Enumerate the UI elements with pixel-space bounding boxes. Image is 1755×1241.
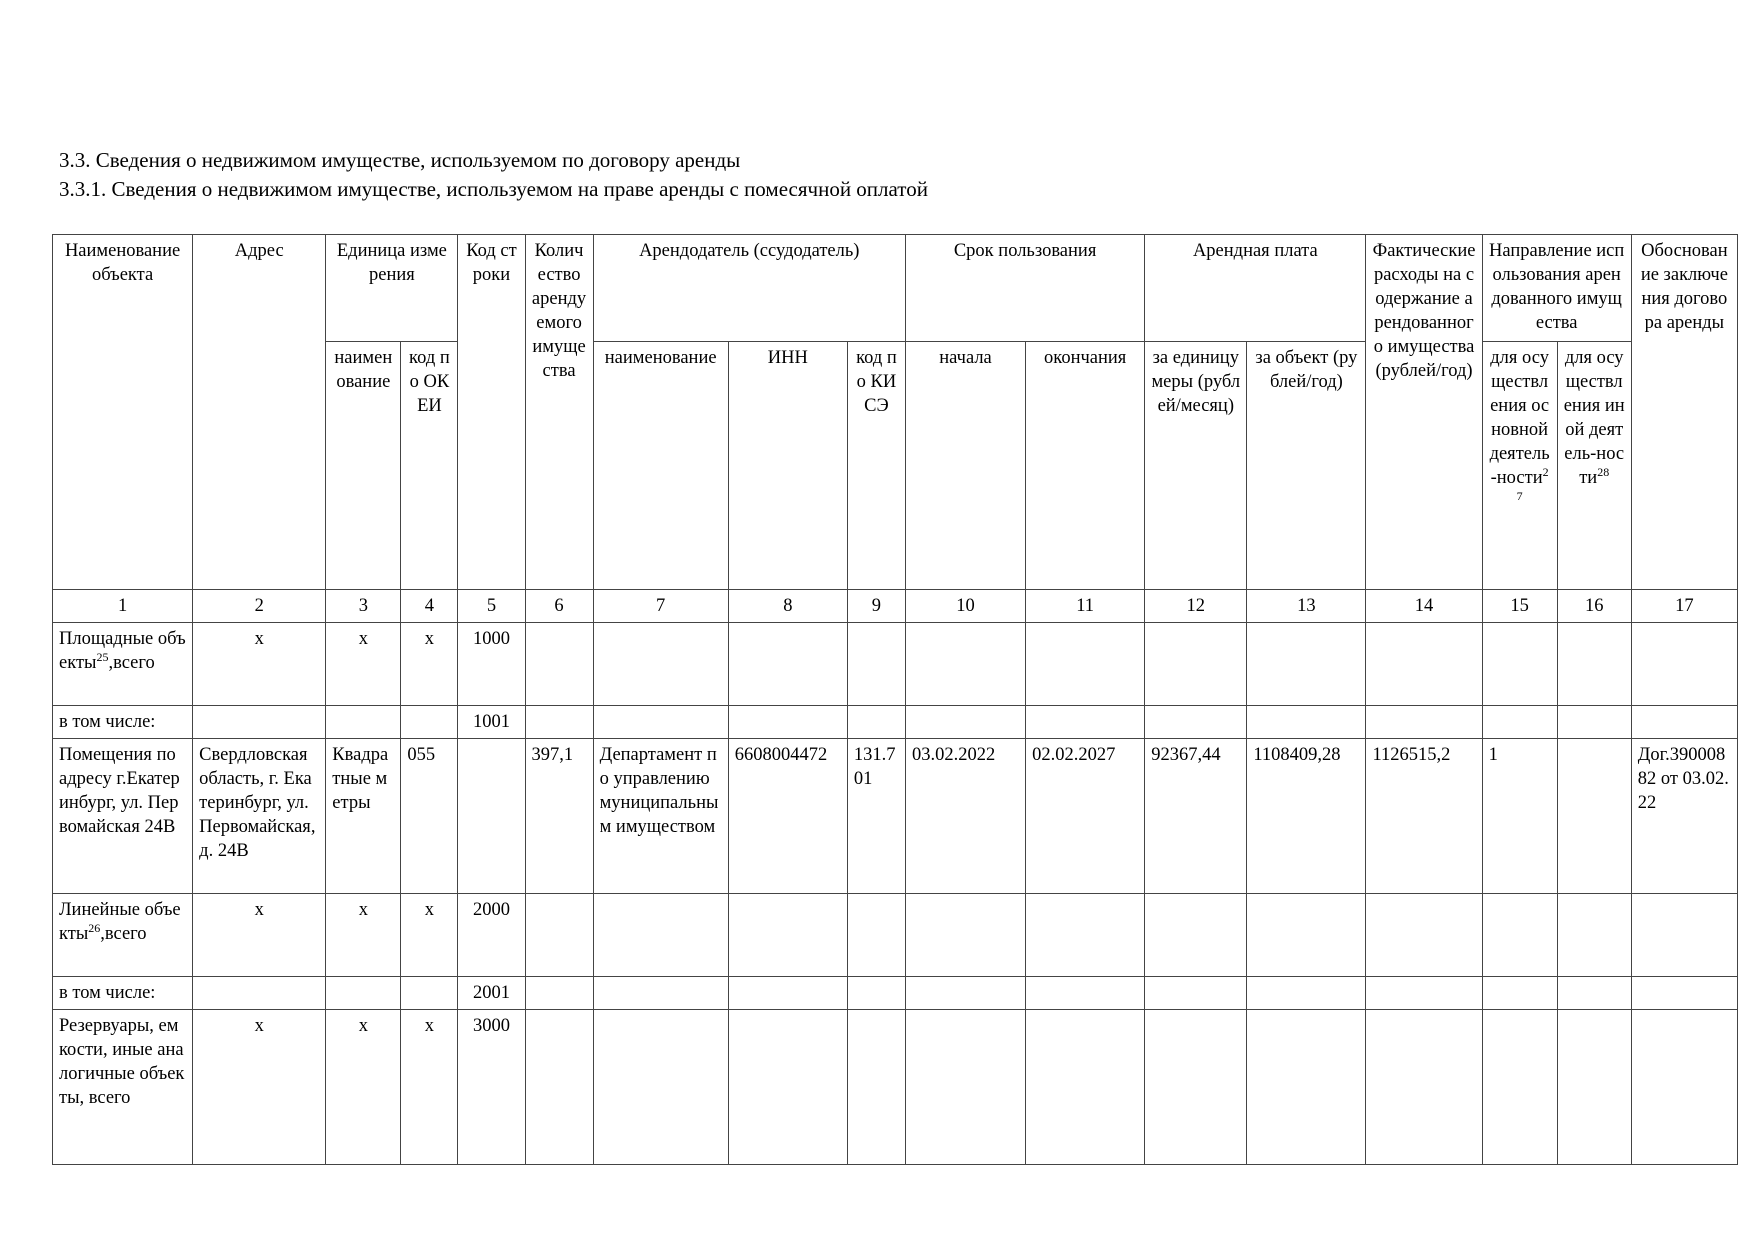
- col-number: 14: [1366, 590, 1482, 623]
- cell-line-code: [458, 739, 525, 894]
- footnote-25: 25: [96, 649, 109, 664]
- header-direction-main: [1482, 342, 1557, 590]
- col-number: 16: [1557, 590, 1631, 623]
- header-basis: Обоснование заключения договора аренды: [1631, 235, 1737, 590]
- cell-line-code: 1000: [458, 623, 525, 706]
- cell-empty: [593, 623, 728, 706]
- cell-empty: [1482, 977, 1557, 1010]
- cell-empty: [1482, 1010, 1557, 1165]
- cell-empty: [1482, 894, 1557, 977]
- col-number: 3: [326, 590, 401, 623]
- cell-unit-name: х: [326, 894, 401, 977]
- cell-address: х: [193, 1010, 326, 1165]
- col-number: 2: [193, 590, 326, 623]
- cell-address: Свердловская область, г. Екатеринбург, ул. Первомайская, д. 24В: [193, 739, 326, 894]
- cell-empty: [1026, 706, 1145, 739]
- cell-empty: [1557, 623, 1631, 706]
- col-number: 5: [458, 590, 525, 623]
- cell-empty: [1366, 977, 1482, 1010]
- col-number: 11: [1026, 590, 1145, 623]
- cell-empty: [1145, 1010, 1247, 1165]
- cell-empty: [525, 706, 593, 739]
- col-number: 12: [1145, 590, 1247, 623]
- cell-actual-costs: 1126515,2: [1366, 739, 1482, 894]
- heading-section-3-3: 3.3. Сведения о недвижимом имуществе, используемом по договору аренды: [59, 148, 741, 172]
- cell-line-code: 2001: [458, 977, 525, 1010]
- col-number: 15: [1482, 590, 1557, 623]
- cell-empty: [1631, 1010, 1737, 1165]
- cell-name: Резервуары, емкости, иные аналогичные объекты, всего: [53, 1010, 193, 1165]
- cell-unit-name: Квадратные метры: [326, 739, 401, 894]
- cell-empty: [1247, 623, 1366, 706]
- cell-empty: [905, 623, 1025, 706]
- cell-empty: [593, 894, 728, 977]
- cell-empty: [1631, 623, 1737, 706]
- header-lessor-kise: код по КИСЭ: [847, 342, 905, 590]
- cell-empty: [847, 706, 905, 739]
- cell-name: Помещения по адресу г.Екатеринбург, ул. Первомайская 24В: [53, 739, 193, 894]
- cell-empty: [1482, 706, 1557, 739]
- cell-kise: 131.701: [847, 739, 905, 894]
- header-address: Адрес: [193, 235, 326, 590]
- header-term-start: начала: [905, 342, 1025, 590]
- cell-empty: [593, 977, 728, 1010]
- cell-okei: 055: [401, 739, 458, 894]
- cell-empty: [1366, 894, 1482, 977]
- cell-empty: [1247, 1010, 1366, 1165]
- cell-empty: [905, 894, 1025, 977]
- header-direction-main-text: для осуществления основной деятель-ности: [1489, 348, 1550, 488]
- header-direction-other: [1557, 342, 1631, 590]
- cell-empty: [1631, 977, 1737, 1010]
- cell-empty: [401, 706, 458, 739]
- cell-empty: [847, 977, 905, 1010]
- cell-name: в том числе:: [53, 706, 193, 739]
- cell-empty: [905, 1010, 1025, 1165]
- cell-empty: [1026, 894, 1145, 977]
- table-row-area-objects: [53, 623, 1738, 706]
- header-direction-other-text: для осуществления иной деятель-ности: [1563, 348, 1625, 488]
- cell-address: х: [193, 623, 326, 706]
- lease-property-table: [52, 234, 1738, 1165]
- cell-empty: [1631, 894, 1737, 977]
- cell-unit-name: х: [326, 1010, 401, 1165]
- header-quantity: Количество арендуемого имущества: [525, 235, 593, 590]
- cell-name: [53, 623, 193, 706]
- cell-empty: [728, 894, 847, 977]
- row-name-tail: ,всего: [108, 653, 155, 673]
- header-unit-name: наименование: [326, 342, 401, 590]
- cell-basis: Дог.39000882 от 03.02.22: [1631, 739, 1737, 894]
- header-rent-object: за объект (рублей/год): [1247, 342, 1366, 590]
- cell-empty: [1557, 1010, 1631, 1165]
- footnote-26: 26: [88, 920, 101, 935]
- cell-unit-name: х: [326, 623, 401, 706]
- footnote-27: 27: [1516, 464, 1549, 503]
- cell-empty: [1366, 706, 1482, 739]
- header-rent-unit: за единицу меры (рублей/месяц): [1145, 342, 1247, 590]
- cell-empty: [593, 1010, 728, 1165]
- cell-empty: [847, 894, 905, 977]
- header-name: Наименование объекта: [53, 235, 193, 590]
- header-direction-group: Направление использования арендованного имущества: [1482, 235, 1631, 342]
- cell-empty: [728, 977, 847, 1010]
- cell-inn: 6608004472: [728, 739, 847, 894]
- column-numbers-row: [53, 590, 1738, 623]
- cell-quantity: 397,1: [525, 739, 593, 894]
- table-row-tanks: [53, 1010, 1738, 1165]
- cell-name: в том числе:: [53, 977, 193, 1010]
- cell-empty: [326, 977, 401, 1010]
- cell-address: х: [193, 894, 326, 977]
- cell-empty: [1631, 706, 1737, 739]
- header-rent-group: Арендная плата: [1145, 235, 1366, 342]
- cell-empty: [1145, 623, 1247, 706]
- cell-empty: [847, 1010, 905, 1165]
- header-term-end: окончания: [1026, 342, 1145, 590]
- col-number: 9: [847, 590, 905, 623]
- header-lessor-inn: ИНН: [728, 342, 847, 590]
- header-term-group: Срок пользования: [905, 235, 1144, 342]
- cell-okei: х: [401, 894, 458, 977]
- cell-empty: [193, 977, 326, 1010]
- cell-empty: [1145, 977, 1247, 1010]
- header-actual-costs: Фактические расходы на содержание арендованного имущества (рублей/год): [1366, 235, 1482, 590]
- heading-section-3-3-1: 3.3.1. Сведения о недвижимом имуществе, используемом на праве аренды с помесячной оплатой: [59, 177, 928, 201]
- cell-empty: [1026, 977, 1145, 1010]
- cell-empty: [905, 706, 1025, 739]
- cell-empty: [1366, 623, 1482, 706]
- col-number: 4: [401, 590, 458, 623]
- cell-empty: [1247, 706, 1366, 739]
- col-number: 8: [728, 590, 847, 623]
- cell-direction-main: 1: [1482, 739, 1557, 894]
- col-number: 7: [593, 590, 728, 623]
- cell-empty: [525, 894, 593, 977]
- cell-empty: [847, 623, 905, 706]
- cell-empty: [1026, 1010, 1145, 1165]
- footnote-28: 28: [1597, 464, 1610, 479]
- cell-empty: [525, 977, 593, 1010]
- cell-direction-other: [1557, 739, 1631, 894]
- cell-empty: [1026, 623, 1145, 706]
- cell-empty: [728, 706, 847, 739]
- cell-line-code: 3000: [458, 1010, 525, 1165]
- table-row-linear-objects: [53, 894, 1738, 977]
- cell-empty: [1247, 977, 1366, 1010]
- cell-line-code: 2000: [458, 894, 525, 977]
- cell-empty: [525, 623, 593, 706]
- col-number: 13: [1247, 590, 1366, 623]
- row-name-tail: ,всего: [100, 924, 147, 944]
- header-unit-group: Единица измерения: [326, 235, 458, 342]
- cell-empty: [1557, 977, 1631, 1010]
- cell-empty: [1145, 894, 1247, 977]
- cell-empty: [1557, 894, 1631, 977]
- header-unit-okei: код по ОКЕИ: [401, 342, 458, 590]
- cell-empty: [525, 1010, 593, 1165]
- col-number: 1: [53, 590, 193, 623]
- cell-okei: х: [401, 623, 458, 706]
- cell-empty: [1482, 623, 1557, 706]
- table-row-linear-including: [53, 977, 1738, 1010]
- cell-rent-unit: 92367,44: [1145, 739, 1247, 894]
- cell-lessor-name: Департамент по управлению муниципальным имуществом: [593, 739, 728, 894]
- table-row-area-including: [53, 706, 1738, 739]
- cell-okei: х: [401, 1010, 458, 1165]
- row-name-text: Площадные объекты: [59, 629, 186, 673]
- cell-empty: [326, 706, 401, 739]
- cell-empty: [728, 1010, 847, 1165]
- cell-empty: [1145, 706, 1247, 739]
- cell-line-code: 1001: [458, 706, 525, 739]
- header-lessor-group: Арендодатель (ссудодатель): [593, 235, 905, 342]
- cell-term-end: 02.02.2027: [1026, 739, 1145, 894]
- cell-empty: [1366, 1010, 1482, 1165]
- header-line-code: Код строки: [458, 235, 525, 590]
- cell-name: [53, 894, 193, 977]
- section-headings: [59, 146, 928, 204]
- table-row-premises: [53, 739, 1738, 894]
- cell-empty: [905, 977, 1025, 1010]
- cell-empty: [193, 706, 326, 739]
- col-number: 10: [905, 590, 1025, 623]
- col-number: 6: [525, 590, 593, 623]
- header-lessor-name: наименование: [593, 342, 728, 590]
- cell-term-start: 03.02.2022: [905, 739, 1025, 894]
- cell-empty: [593, 706, 728, 739]
- cell-empty: [1557, 706, 1631, 739]
- col-number: 17: [1631, 590, 1737, 623]
- cell-empty: [1247, 894, 1366, 977]
- cell-rent-object: 1108409,28: [1247, 739, 1366, 894]
- cell-empty: [401, 977, 458, 1010]
- header-row-1: [53, 235, 1738, 342]
- row-name-text: Линейные объекты: [59, 900, 181, 944]
- cell-empty: [728, 623, 847, 706]
